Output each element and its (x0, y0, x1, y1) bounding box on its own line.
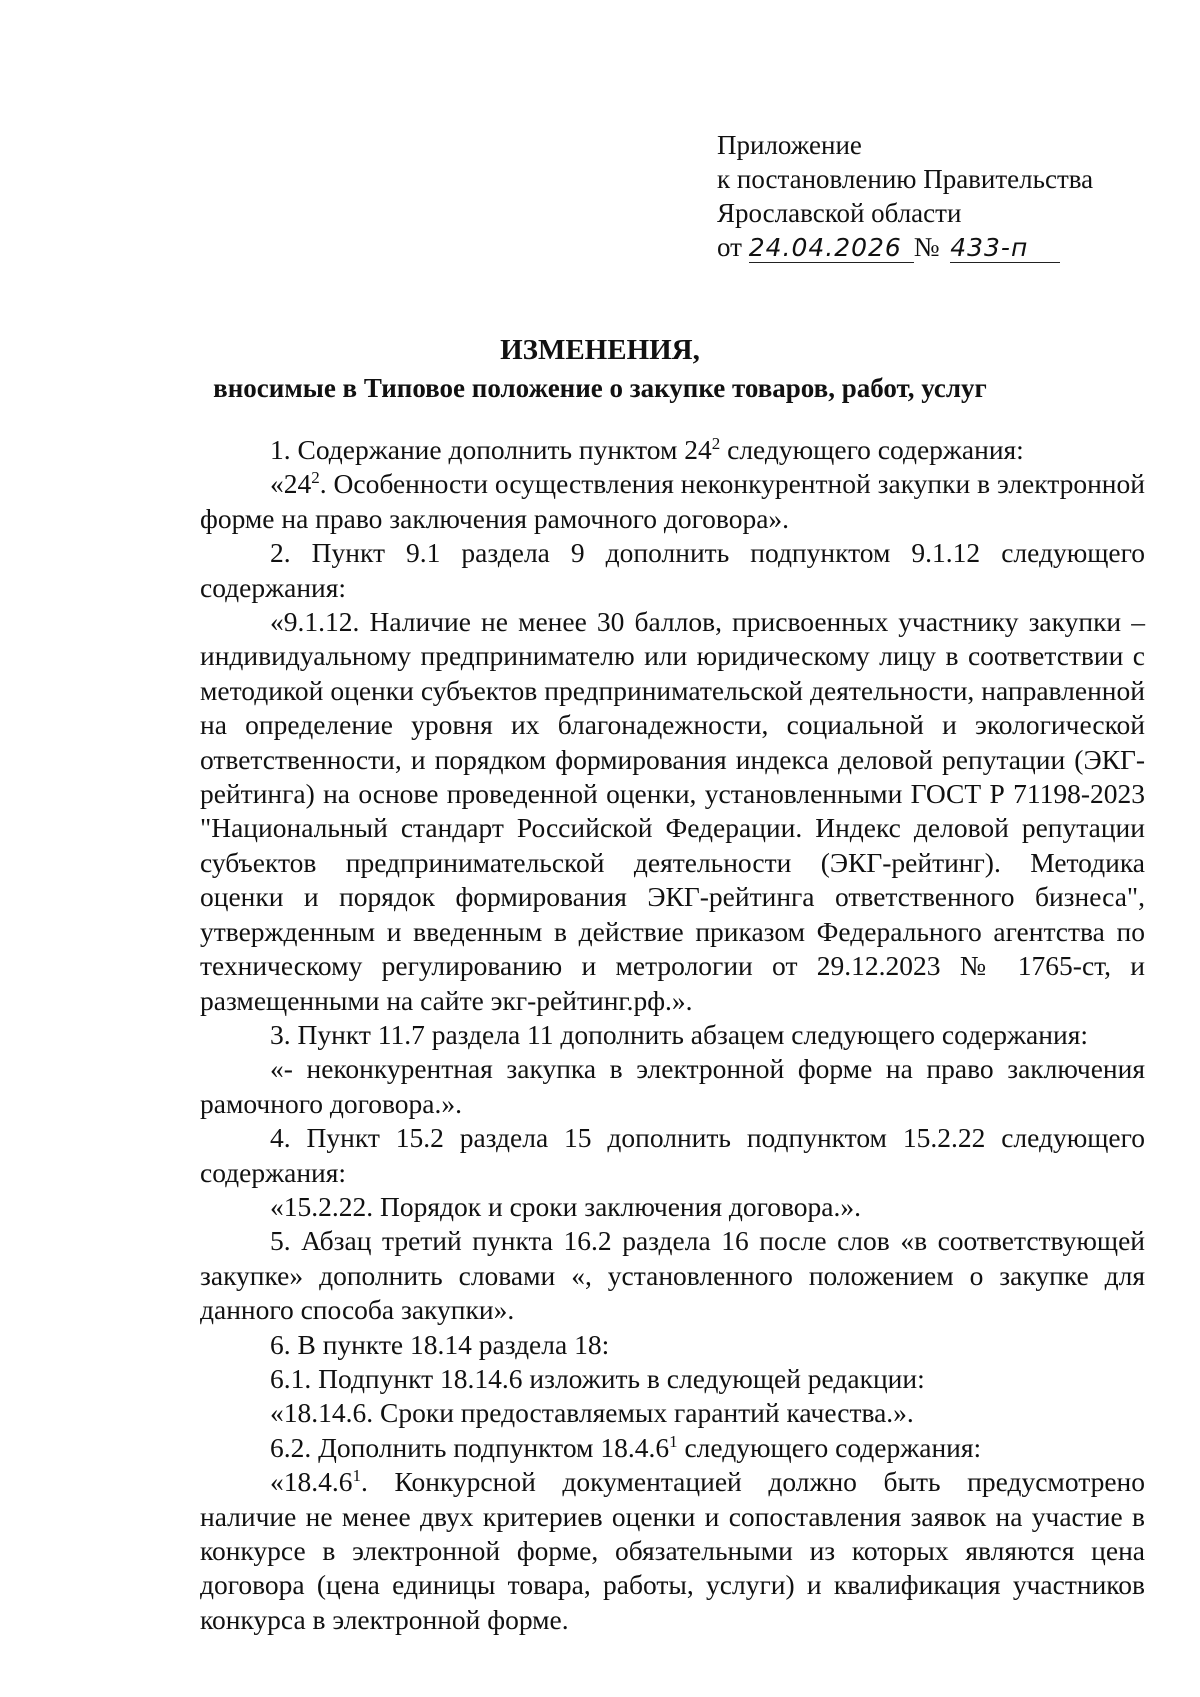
paragraph-14-text-a: «18.4.6 (270, 1466, 353, 1498)
paragraph-2-superscript: 2 (311, 468, 320, 488)
paragraph-11: 6.1. Подпункт 18.14.6 изложить в следующей редакции: (270, 1362, 925, 1394)
paragraph-3: 2. Пункт 9.1 раздела 9 дополнить подпунктом 9.1.12 следующего содержания: (200, 537, 1145, 603)
paragraph-2 (200, 467, 1145, 536)
appendix-line-3: Ярославской области (717, 198, 962, 228)
appendix-line-1: Приложение (717, 130, 862, 160)
document-title: ИЗМЕНЕНИЯ, (500, 334, 700, 366)
paragraph-13-text-b: следующего содержания: (677, 1431, 982, 1463)
paragraph-7: 4. Пункт 15.2 раздела 15 дополнить подпунктом 15.2.22 следующего содержания: (200, 1122, 1145, 1188)
appendix-block (717, 128, 1093, 264)
from-label: от (717, 232, 742, 262)
paragraph-14-text-b: . Конкурсной документацией должно быть предусмотрено наличие не менее двух критериев оценки и сопоставления заявок на участие в конкурсе в электронной форме, обязательными из которых являются цена договора (цена единицы товара, работы, услуги) и квалификация участников конкурса в электронной форме. (200, 1466, 1145, 1635)
paragraph-5: 3. Пункт 11.7 раздела 11 дополнить абзацем следующего содержания: (270, 1018, 1088, 1050)
paragraph-4: «9.1.12. Наличие не менее 30 баллов, присвоенных участнику закупки – индивидуальному предпринимателю или юридическому лицу в соответствии с методикой оценки субъектов предпринимательской деятельности, направленной на определение уровня их благонадежности, социальной и экологической ответственности, и порядком формирования индекса деловой репутации (ЭКГ-рейтинга) на основе проведенной оценки, установленными ГОСТ Р 71198-2023 "Национальный стандарт Российской Федерации. Индекс деловой репутации субъектов предпринимательской деятельности (ЭКГ-рейтинг). Методика оценки и порядок формирования ЭКГ-рейтинга ответственного бизнеса", утвержденным и введенным в действие приказом Федерального агентства по техническому регулированию и метрологии от 29.12.2023 № 1765-ст, и размещенными на сайте экг-рейтинг.рф.». (200, 606, 1145, 1016)
paragraph-8: «15.2.22. Порядок и сроки заключения договора.». (270, 1190, 861, 1222)
document-subtitle: вносимые в Типовое положение о закупке товаров, работ, услуг (213, 373, 987, 403)
paragraph-10: 6. В пункте 18.14 раздела 18: (270, 1328, 610, 1360)
handwritten-number: 433-п (950, 234, 1060, 263)
paragraph-13-superscript: 1 (669, 1431, 678, 1451)
paragraph-13 (200, 1431, 1145, 1465)
document-body (200, 433, 1145, 1637)
number-label: № (913, 232, 940, 262)
paragraph-1-superscript: 2 (711, 433, 721, 453)
paragraph-9: 5. Абзац третий пункта 16.2 раздела 16 после слов «в соответствующей закупке» дополнить словами «, установленного положением о закупке для данного способа закупки». (200, 1225, 1145, 1326)
appendix-line-2: к постановлению Правительства (717, 164, 1094, 194)
handwritten-date: 24.04.2026 (749, 234, 914, 263)
paragraph-13-text-a: 6.2. Дополнить подпунктом 18.4.6 (270, 1431, 670, 1463)
paragraph-2-text-b: . Особенности осуществления неконкурентной закупки в электронной форме на право заключения рамочного договора». (200, 468, 1145, 534)
paragraph-14-superscript: 1 (352, 1466, 361, 1486)
paragraph-2-text-a: «24 (270, 468, 312, 500)
paragraph-12: «18.14.6. Сроки предоставляемых гарантий качества.». (270, 1397, 914, 1429)
paragraph-1-text-a: 1. Содержание дополнить пунктом 24 (270, 434, 712, 465)
appendix-line-4 (717, 230, 1093, 264)
paragraph-1-text-b: следующего содержания: (720, 434, 1024, 465)
paragraph-6: «- неконкурентная закупка в электронной форме на право заключения рамочного договора.». (200, 1053, 1145, 1119)
paragraph-14 (200, 1465, 1145, 1637)
paragraph-1 (200, 433, 1145, 467)
